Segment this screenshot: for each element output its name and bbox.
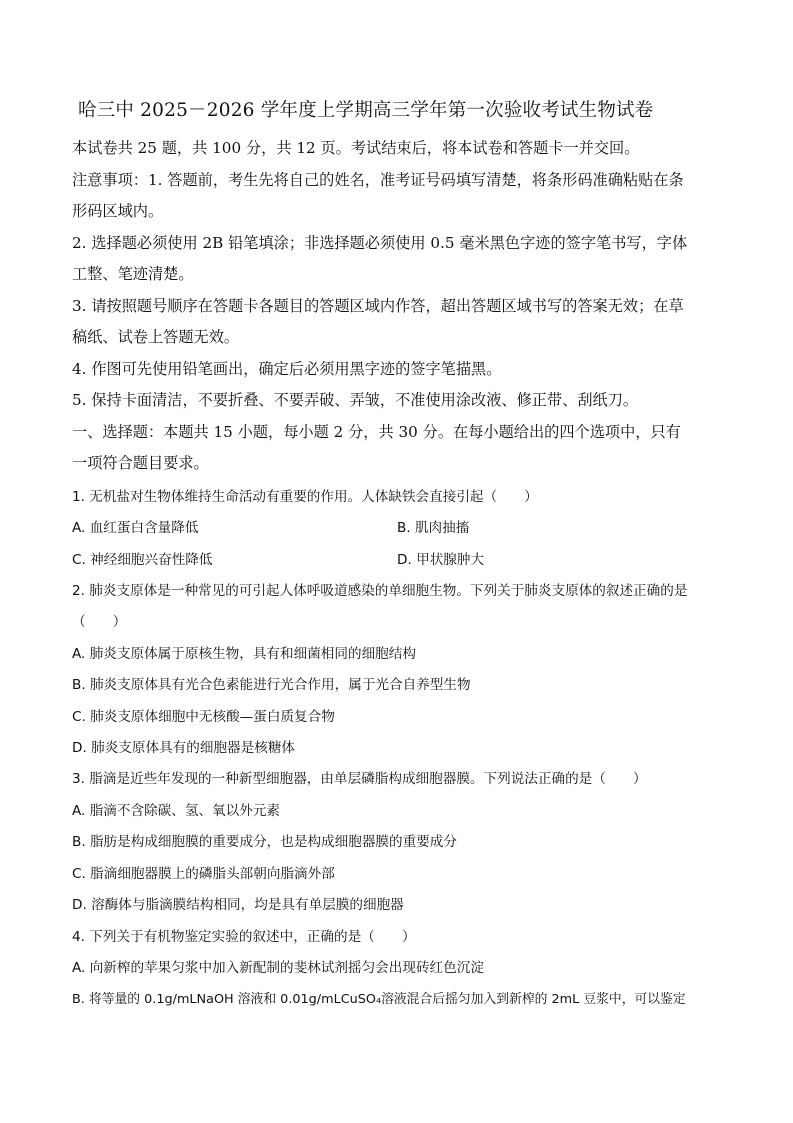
intro-line: 本试卷共 25 题，共 100 分，共 12 页。考试结束后，将本试卷和答题卡一并交回。 (72, 139, 640, 157)
question-1-option-c: C. 神经细胞兴奋性降低 (72, 552, 213, 568)
question-1-option-d: D. 甲状腺肿大 (397, 552, 485, 568)
notice-1: 注意事项：1. 答题前，考生先将自己的姓名，准考证号码填写清楚，将条形码准确粘贴在条 (72, 171, 684, 189)
question-1-option-a: A. 血红蛋白含量降低 (72, 520, 199, 536)
question-3-option-a: A. 脂滴不含除碳、氢、氧以外元素 (72, 803, 281, 819)
notice-2-cont: 工整、笔迹清楚。 (72, 265, 194, 283)
notice-3-cont: 稿纸、试卷上答题无效。 (72, 328, 240, 346)
notice-4: 4. 作图可先使用铅笔画出，确定后必须用黑字迹的签字笔描黑。 (72, 360, 502, 378)
question-4-stem: 4. 下列关于有机物鉴定实验的叙述中，正确的是（ ） (72, 929, 416, 945)
question-2-option-d: D. 肺炎支原体具有的细胞器是核糖体 (72, 740, 296, 756)
question-3-stem: 3. 脂滴是近些年发现的一种新型细胞器，由单层磷脂构成细胞器膜。下列说法正确的是（ ） (72, 771, 647, 787)
question-2-option-c: C. 肺炎支原体细胞中无核酸—蛋白质复合物 (72, 709, 335, 725)
notice-3: 3. 请按照题号顺序在答题卡各题目的答题区域内作答，超出答题区域书写的答案无效；在草 (72, 297, 684, 315)
question-4-option-a: A. 向新榨的苹果匀浆中加入新配制的斐林试剂摇匀会出现砖红色沉淀 (72, 960, 484, 976)
exam-title: 哈三中 2025－2026 学年度上学期高三学年第一次验收考试生物试卷 (78, 100, 654, 121)
question-2-stem: 2. 肺炎支原体是一种常见的可引起人体呼吸道感染的单细胞生物。下列关于肺炎支原体的叙述正确的是 (72, 583, 688, 599)
section-heading-cont: 一项符合题目要求。 (72, 454, 209, 472)
question-4-option-b: B. 将等量的 0.1g/mLNaOH 溶液和 0.01g/mLCuSO₄溶液混合后摇匀加入到新榨的 2mL 豆浆中，可以鉴定 (72, 992, 686, 1007)
question-2-option-b: B. 肺炎支原体具有光合色素能进行光合作用，属于光合自养型生物 (72, 677, 471, 693)
question-1-option-b: B. 肌肉抽搐 (397, 520, 470, 536)
question-3-option-d: D. 溶酶体与脂滴膜结构相同，均是具有单层膜的细胞器 (72, 897, 404, 913)
notice-1-cont: 形码区域内。 (72, 202, 164, 220)
notice-5: 5. 保持卡面清洁，不要折叠、不要弄破、弄皱，不准使用涂改液、修正带、刮纸刀。 (72, 391, 639, 409)
question-2-option-a: A. 肺炎支原体属于原核生物，具有和细菌相同的细胞结构 (72, 646, 416, 662)
section-heading: 一、选择题：本题共 15 小题，每小题 2 分，共 30 分。在每小题给出的四个选项中，只有 (72, 423, 681, 441)
notice-2: 2. 选择题必须使用 2B 铅笔填涂；非选择题必须使用 0.5 毫米黑色字迹的签字笔书写，字体 (72, 234, 688, 252)
question-2-stem-cont: （ ） (72, 614, 127, 630)
question-3-option-b: B. 脂肪是构成细胞膜的重要成分，也是构成细胞器膜的重要成分 (72, 834, 457, 850)
question-3-option-c: C. 脂滴细胞器膜上的磷脂头部朝向脂滴外部 (72, 866, 335, 882)
question-1-stem: 1. 无机盐对生物体维持生命活动有重要的作用。人体缺铁会直接引起（ ） (72, 489, 538, 505)
